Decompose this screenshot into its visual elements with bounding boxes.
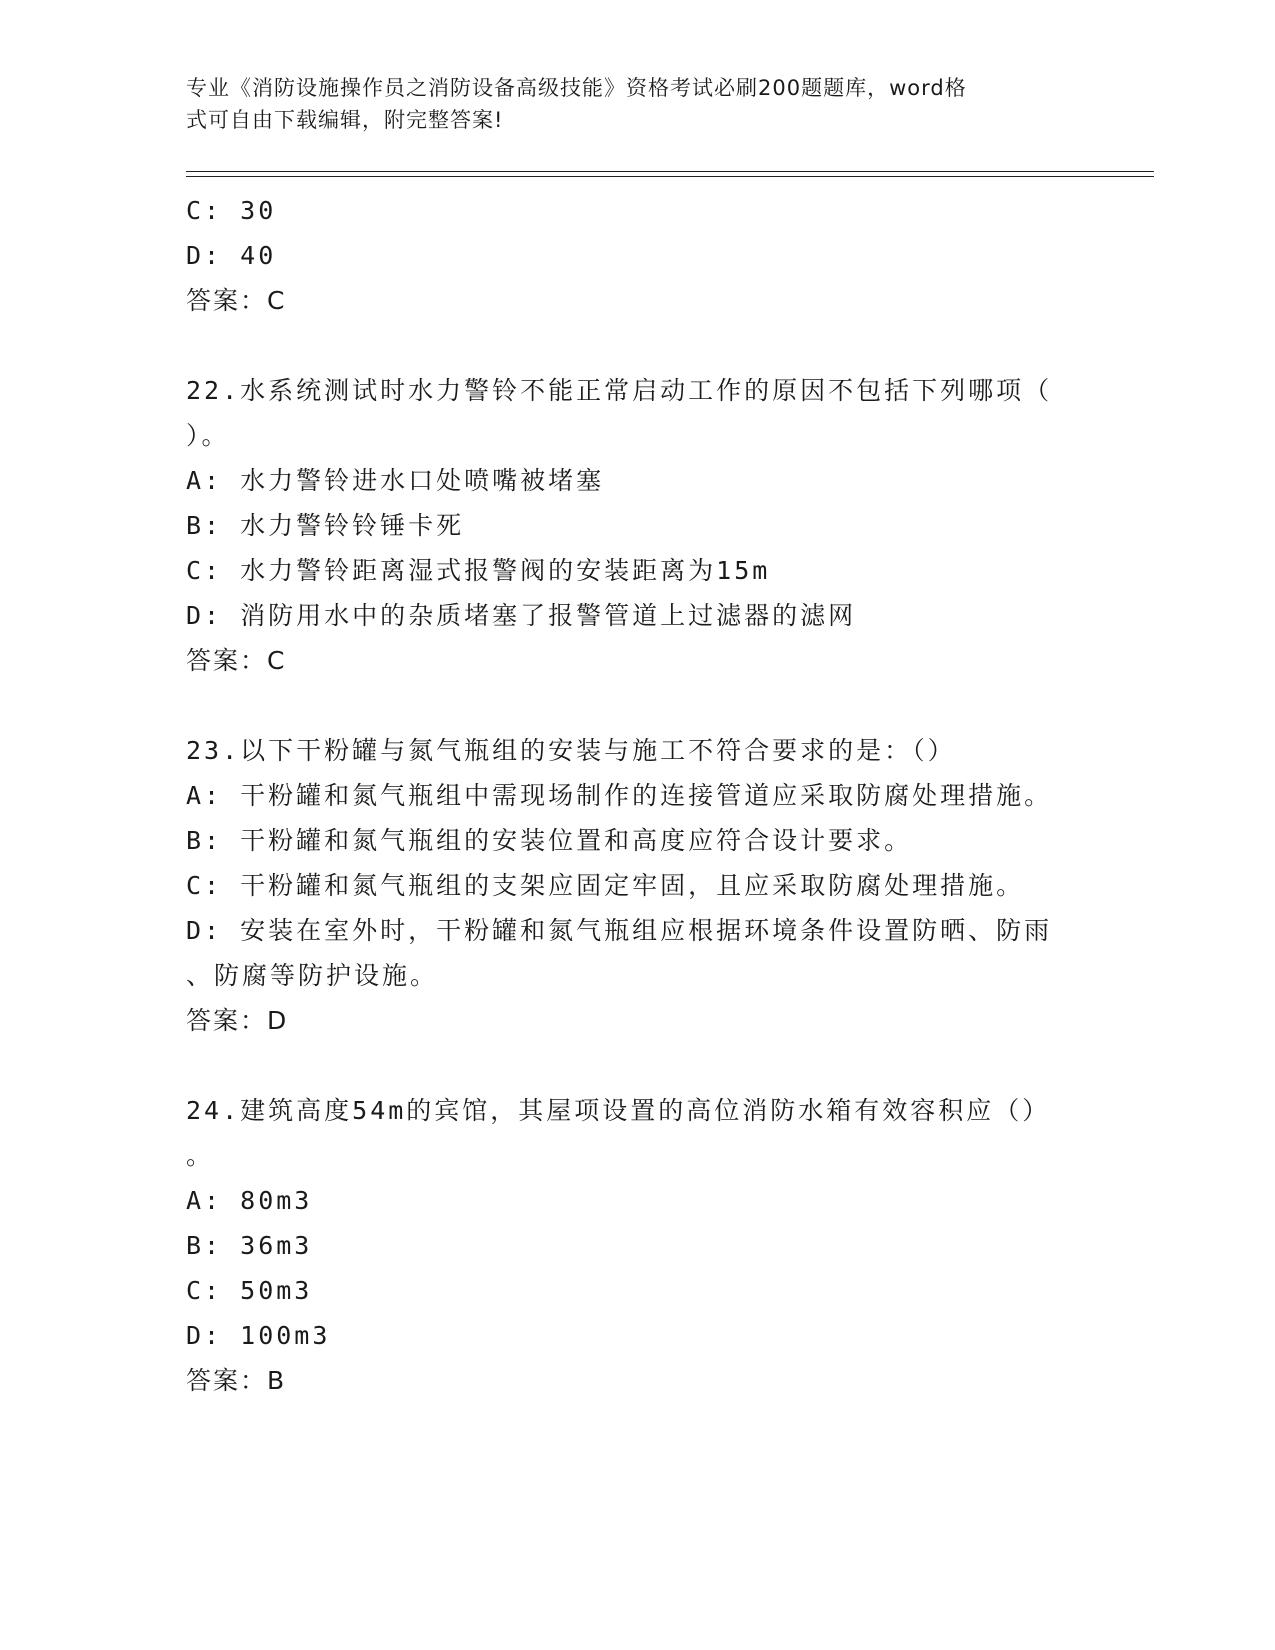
question-text: 22.水系统测试时水力警铃不能正常启动工作的原因不包括下列哪项（ (186, 376, 1053, 405)
option-line: B: 36m3 (186, 1231, 313, 1260)
option-line: C: 30 (186, 196, 277, 225)
question-24 (186, 1088, 1086, 1403)
spacer (186, 683, 1086, 728)
option-line: A: 80m3 (186, 1186, 313, 1215)
option-line: B: 干粉罐和氮气瓶组的安装位置和高度应符合设计要求。 (186, 826, 913, 855)
option-line: D: 安装在室外时，干粉罐和氮气瓶组应根据环境条件设置防晒、防雨 (186, 916, 1053, 945)
question-23 (186, 728, 1086, 1043)
option-line: A: 干粉罐和氮气瓶组中需现场制作的连接管道应采取防腐处理措施。 (186, 781, 1053, 810)
option-line: B: 水力警铃铃锤卡死 (186, 511, 465, 540)
question-content (186, 188, 1086, 1403)
question-text: 23.以下干粉罐与氮气瓶组的安装与施工不符合要求的是：（） (186, 736, 956, 765)
answer-line: 答案：C (186, 646, 287, 675)
question-text: 24.建筑高度54m的宾馆，其屋项设置的高位消防水箱有效容积应（） (186, 1096, 1051, 1125)
option-line: D: 消防用水中的杂质堵塞了报警管道上过滤器的滤网 (186, 601, 857, 630)
answer-line: 答案：C (186, 286, 287, 315)
header-title-line-2: 式可自由下载编辑，附完整答案! (186, 108, 504, 132)
spacer (186, 1043, 1086, 1088)
question-text: ）。 (186, 421, 230, 450)
continued-question (186, 188, 1086, 323)
header-divider-top (186, 171, 1154, 172)
option-line: D: 100m3 (186, 1321, 331, 1350)
option-line: A: 水力警铃进水口处喷嘴被堵塞 (186, 466, 605, 495)
question-22 (186, 368, 1086, 683)
option-line: D: 40 (186, 241, 277, 270)
option-line: 、防腐等防护设施。 (186, 961, 439, 990)
header-divider-bottom (186, 176, 1154, 177)
document-header (186, 72, 1066, 136)
answer-line: 答案：B (186, 1366, 287, 1395)
question-text: 。 (186, 1141, 215, 1170)
option-line: C: 干粉罐和氮气瓶组的支架应固定牢固，且应采取防腐处理措施。 (186, 871, 1025, 900)
spacer (186, 323, 1086, 368)
option-line: C: 50m3 (186, 1276, 313, 1305)
option-line: C: 水力警铃距离湿式报警阀的安装距离为15m (186, 556, 771, 585)
answer-line: 答案：D (186, 1006, 289, 1035)
header-title-line-1: 专业《消防设施操作员之消防设备高级技能》资格考试必刷200题题库，word格 (186, 76, 967, 100)
